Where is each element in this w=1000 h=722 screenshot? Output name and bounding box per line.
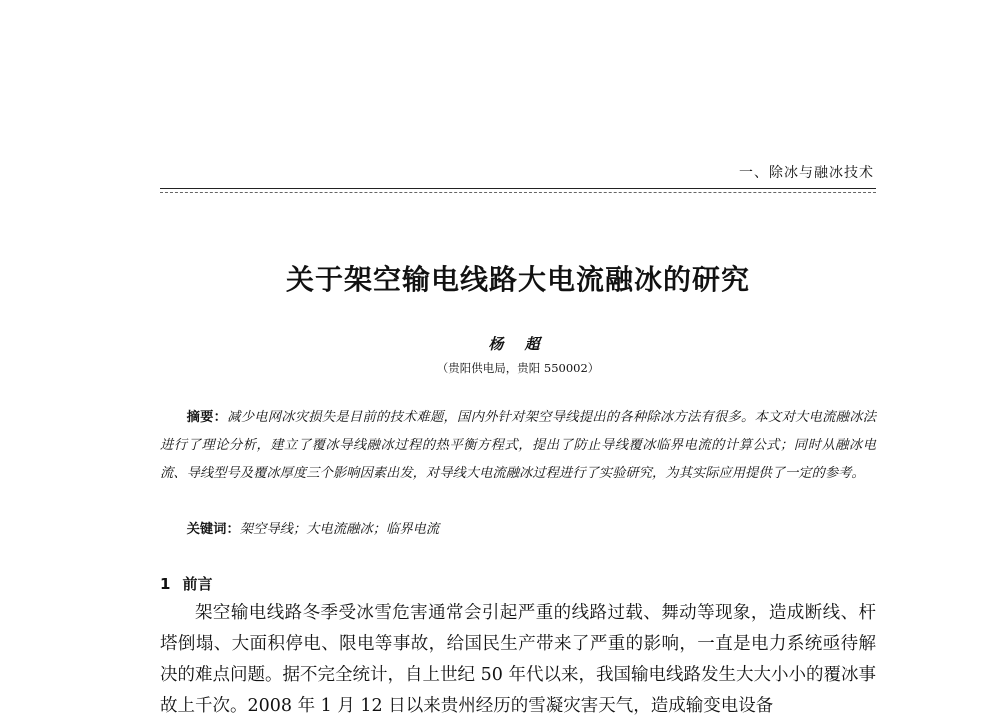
abstract-label: 摘要： bbox=[186, 410, 228, 425]
affiliation: （贵阳供电局，贵阳 550002） bbox=[436, 361, 600, 375]
abstract bbox=[160, 404, 876, 488]
author: 杨 超 bbox=[488, 335, 548, 353]
keywords bbox=[160, 516, 876, 544]
abstract-text: 减少电网冰灾损失是目前的技术难题，国内外针对架空导线提出的各种除冰方法有很多。本文对大电流融冰法进行了理论分析，建立了覆冰导线融冰过程的热平衡方程式，提出了防止导线覆冰临界电流的计算公式；同时从融冰电流、导线型号及覆冰厚度三个影响因素出发，对导线大电流融冰过程进行了实验研究，为其实际应用提供了一定的参考。 bbox=[160, 410, 877, 481]
header-rule bbox=[160, 188, 876, 189]
section-number: 1 bbox=[160, 575, 171, 593]
keywords-label: 关键词： bbox=[186, 522, 240, 537]
paper-title: 关于架空输电线路大电流融冰的研究 bbox=[285, 263, 750, 296]
section-title: 前言 bbox=[182, 575, 213, 593]
section-paragraph: 架空输电线路冬季受冰雪危害通常会引起严重的线路过载、舞动等现象，造成断线、杆塔倒塌、大面积停电、限电等事故，给国民生产带来了严重的影响，一直是电力系统亟待解决的难点问题。据不完全统计，自上世纪 50 年代以来，我国输电线路发生大大小小的覆冰事故上千次。2008 年 1 月 12 日以来贵州经历的雪凝灾害天气，造成输变电设备 bbox=[160, 603, 876, 716]
section-heading bbox=[160, 573, 212, 594]
running-header: 一、除冰与融冰技术 bbox=[739, 165, 874, 181]
keywords-text: 架空导线；大电流融冰；临界电流 bbox=[239, 522, 440, 537]
header-rule-dashed bbox=[160, 192, 876, 193]
